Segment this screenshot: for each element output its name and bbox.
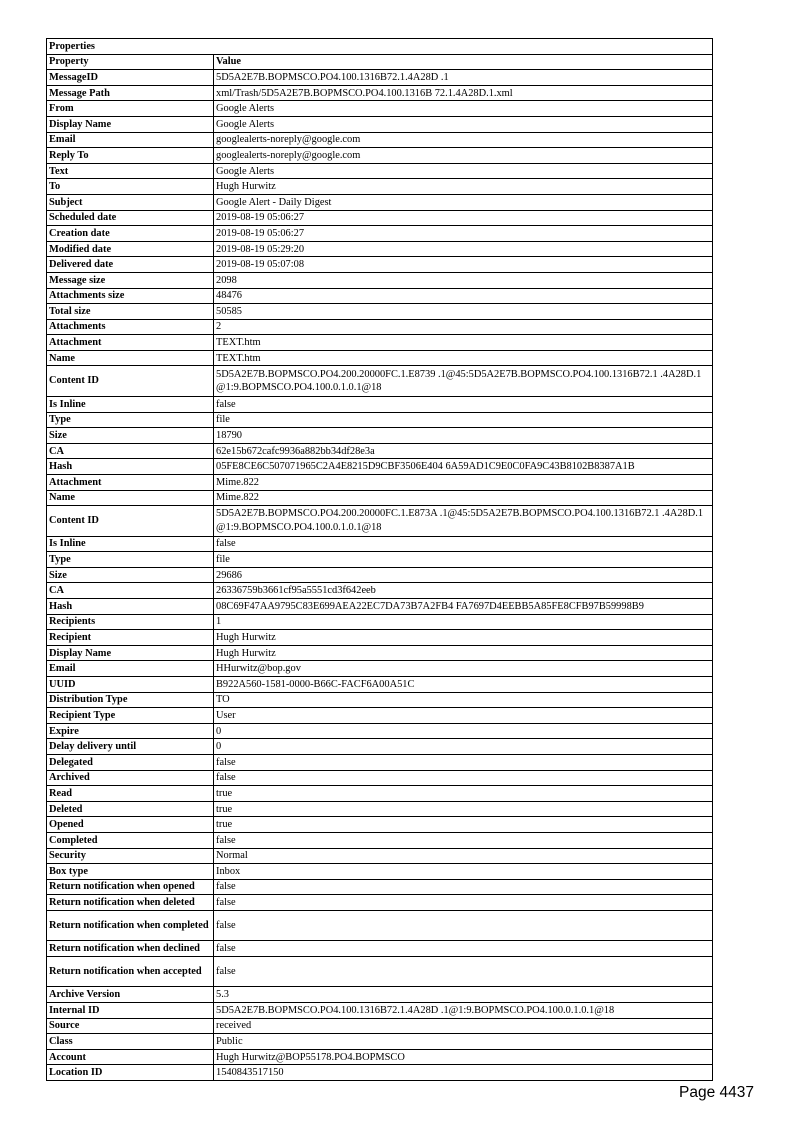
property-name: Email: [47, 132, 214, 148]
property-name: Is Inline: [47, 396, 214, 412]
property-name: Return notification when declined: [47, 941, 214, 957]
table-row: [47, 396, 713, 412]
property-value: 2019-08-19 05:06:27: [214, 210, 713, 226]
property-value: Inbox: [214, 864, 713, 880]
property-value: 05FE8CE6C507071965C2A4E8215D9CBF3506E404 6A59AD1C9E0C0FA9C43B8102B8387A1B: [214, 459, 713, 475]
property-name: Return notification when completed: [47, 910, 214, 941]
table-row: [47, 879, 713, 895]
property-value: false: [214, 396, 713, 412]
property-value: false: [214, 910, 713, 941]
table-row: [47, 1049, 713, 1065]
property-value: 50585: [214, 304, 713, 320]
property-value: 1: [214, 614, 713, 630]
table-row: [47, 474, 713, 490]
property-value: 62e15b672cafc9936a882bb34df28e3a: [214, 443, 713, 459]
table-row: [47, 770, 713, 786]
property-value: 2098: [214, 272, 713, 288]
property-name: Attachment: [47, 474, 214, 490]
table-row: [47, 895, 713, 911]
table-row: [47, 583, 713, 599]
property-name: Class: [47, 1034, 214, 1050]
property-name: Size: [47, 428, 214, 444]
table-row: [47, 70, 713, 86]
property-name: Recipients: [47, 614, 214, 630]
property-value: false: [214, 754, 713, 770]
property-value: 5D5A2E7B.BOPMSCO.PO4.200.20000FC.1.E873A .1@45:5D5A2E7B.BOPMSCO.PO4.100.1316B72.1 .4A28D.1@1:9.BOPMSCO.PO4.100.0.1.0.1@18: [214, 506, 713, 537]
property-name: Total size: [47, 304, 214, 320]
property-value: 29686: [214, 567, 713, 583]
table-row: [47, 179, 713, 195]
property-name: Recipient Type: [47, 708, 214, 724]
property-name: Delegated: [47, 754, 214, 770]
table-row: [47, 864, 713, 880]
property-name: Delivered date: [47, 257, 214, 273]
property-name: Size: [47, 567, 214, 583]
property-value: 2019-08-19 05:29:20: [214, 241, 713, 257]
property-value: Hugh Hurwitz: [214, 645, 713, 661]
property-name: Email: [47, 661, 214, 677]
table-row: [47, 163, 713, 179]
property-value: Google Alerts: [214, 101, 713, 117]
property-name: Attachments size: [47, 288, 214, 304]
property-value: googlealerts-noreply@google.com: [214, 148, 713, 164]
property-value: TO: [214, 692, 713, 708]
table-row: [47, 350, 713, 366]
property-value: 2: [214, 319, 713, 335]
table-row: [47, 987, 713, 1003]
property-name: Content ID: [47, 506, 214, 537]
column-header-property: Property: [47, 54, 214, 70]
property-value: false: [214, 879, 713, 895]
property-value: file: [214, 552, 713, 568]
property-value: received: [214, 1018, 713, 1034]
table-row: [47, 226, 713, 242]
property-value: Google Alerts: [214, 116, 713, 132]
property-value: HHurwitz@bop.gov: [214, 661, 713, 677]
property-value: Hugh Hurwitz: [214, 630, 713, 646]
table-row: [47, 536, 713, 552]
property-value: 5D5A2E7B.BOPMSCO.PO4.100.1316B72.1.4A28D .1: [214, 70, 713, 86]
table-row: [47, 723, 713, 739]
property-value: Public: [214, 1034, 713, 1050]
property-value: true: [214, 817, 713, 833]
property-name: Name: [47, 350, 214, 366]
table-row: [47, 335, 713, 351]
table-row: [47, 1065, 713, 1081]
property-value: 1540843517150: [214, 1065, 713, 1081]
table-row: [47, 567, 713, 583]
property-name: Hash: [47, 599, 214, 615]
property-name: Display Name: [47, 645, 214, 661]
property-value: Mime.822: [214, 474, 713, 490]
property-value: User: [214, 708, 713, 724]
table-row: [47, 257, 713, 273]
property-name: From: [47, 101, 214, 117]
table-row: [47, 739, 713, 755]
property-value: B922A560-1581-0000-B66C-FACF6A00A51C: [214, 676, 713, 692]
table-row: [47, 692, 713, 708]
table-row: [47, 101, 713, 117]
property-name: CA: [47, 583, 214, 599]
table-row: [47, 241, 713, 257]
property-name: Attachment: [47, 335, 214, 351]
property-value: Hugh Hurwitz@BOP55178.PO4.BOPMSCO: [214, 1049, 713, 1065]
property-name: Return notification when deleted: [47, 895, 214, 911]
table-row: [47, 443, 713, 459]
properties-table: [46, 38, 713, 1081]
table-row: [47, 210, 713, 226]
table-row: [47, 1003, 713, 1019]
table-row: [47, 956, 713, 987]
property-name: Text: [47, 163, 214, 179]
table-header-row: [47, 54, 713, 70]
table-row: [47, 801, 713, 817]
property-value: false: [214, 941, 713, 957]
property-name: Internal ID: [47, 1003, 214, 1019]
table-row: [47, 459, 713, 475]
table-row: [47, 132, 713, 148]
property-value: 5.3: [214, 987, 713, 1003]
property-value: 5D5A2E7B.BOPMSCO.PO4.100.1316B72.1.4A28D .1@1:9.BOPMSCO.PO4.100.0.1.0.1@18: [214, 1003, 713, 1019]
table-row: [47, 676, 713, 692]
property-value: Google Alerts: [214, 163, 713, 179]
property-name: Account: [47, 1049, 214, 1065]
table-row: [47, 817, 713, 833]
property-name: Display Name: [47, 116, 214, 132]
table-row: [47, 614, 713, 630]
table-row: [47, 848, 713, 864]
table-row: [47, 941, 713, 957]
property-value: false: [214, 895, 713, 911]
property-value: TEXT.htm: [214, 350, 713, 366]
table-row: [47, 754, 713, 770]
property-name: Read: [47, 786, 214, 802]
table-row: [47, 832, 713, 848]
property-value: true: [214, 786, 713, 802]
page-number: Page 4437: [679, 1084, 754, 1101]
property-value: false: [214, 536, 713, 552]
table-row: [47, 708, 713, 724]
property-value: Mime.822: [214, 490, 713, 506]
property-value: xml/Trash/5D5A2E7B.BOPMSCO.PO4.100.1316B 72.1.4A28D.1.xml: [214, 85, 713, 101]
table-row: [47, 599, 713, 615]
table-row: [47, 85, 713, 101]
property-name: Security: [47, 848, 214, 864]
property-value: googlealerts-noreply@google.com: [214, 132, 713, 148]
property-name: Deleted: [47, 801, 214, 817]
property-name: Location ID: [47, 1065, 214, 1081]
property-value: false: [214, 832, 713, 848]
property-name: Return notification when accepted: [47, 956, 214, 987]
table-row: [47, 116, 713, 132]
property-name: To: [47, 179, 214, 195]
property-value: true: [214, 801, 713, 817]
property-name: Scheduled date: [47, 210, 214, 226]
property-value: false: [214, 770, 713, 786]
property-name: MessageID: [47, 70, 214, 86]
property-name: UUID: [47, 676, 214, 692]
table-row: [47, 288, 713, 304]
table-row: [47, 194, 713, 210]
property-name: Type: [47, 412, 214, 428]
table-row: [47, 304, 713, 320]
table-row: [47, 552, 713, 568]
property-name: Source: [47, 1018, 214, 1034]
property-name: Completed: [47, 832, 214, 848]
table-row: [47, 366, 713, 397]
property-name: Box type: [47, 864, 214, 880]
table-row: [47, 1018, 713, 1034]
table-row: [47, 630, 713, 646]
column-header-value: Value: [214, 54, 713, 70]
property-name: Name: [47, 490, 214, 506]
property-name: Hash: [47, 459, 214, 475]
property-name: Message Path: [47, 85, 214, 101]
property-value: 08C69F47AA9795C83E699AEA22EC7DA73B7A2FB4 FA7697D4EEBB5A85FE8CFB97B59998B9: [214, 599, 713, 615]
property-value: Google Alert - Daily Digest: [214, 194, 713, 210]
table-row: [47, 428, 713, 444]
property-name: Return notification when opened: [47, 879, 214, 895]
property-value: 0: [214, 739, 713, 755]
property-name: Distribution Type: [47, 692, 214, 708]
property-value: false: [214, 956, 713, 987]
property-name: Creation date: [47, 226, 214, 242]
property-value: 2019-08-19 05:06:27: [214, 226, 713, 242]
property-name: Type: [47, 552, 214, 568]
property-name: Expire: [47, 723, 214, 739]
table-row: [47, 148, 713, 164]
property-name: Delay delivery until: [47, 739, 214, 755]
property-name: Attachments: [47, 319, 214, 335]
table-row: [47, 490, 713, 506]
table-row: [47, 786, 713, 802]
table-row: [47, 412, 713, 428]
property-value: Hugh Hurwitz: [214, 179, 713, 195]
table-title-row: [47, 39, 713, 55]
property-name: CA: [47, 443, 214, 459]
property-value: 5D5A2E7B.BOPMSCO.PO4.200.20000FC.1.E8739 .1@45:5D5A2E7B.BOPMSCO.PO4.100.1316B72.1 .4A28D.1@1:9.BOPMSCO.PO4.100.0.1.0.1@18: [214, 366, 713, 397]
property-name: Message size: [47, 272, 214, 288]
property-value: Normal: [214, 848, 713, 864]
table-row: [47, 1034, 713, 1050]
table-title: Properties: [47, 39, 713, 55]
property-value: 48476: [214, 288, 713, 304]
table-row: [47, 272, 713, 288]
property-value: TEXT.htm: [214, 335, 713, 351]
property-name: Recipient: [47, 630, 214, 646]
table-row: [47, 506, 713, 537]
property-value: 18790: [214, 428, 713, 444]
property-name: Content ID: [47, 366, 214, 397]
property-name: Subject: [47, 194, 214, 210]
property-value: 26336759b3661cf95a5551cd3f642eeb: [214, 583, 713, 599]
property-name: Is Inline: [47, 536, 214, 552]
table-row: [47, 910, 713, 941]
property-value: 2019-08-19 05:07:08: [214, 257, 713, 273]
property-name: Modified date: [47, 241, 214, 257]
property-value: 0: [214, 723, 713, 739]
table-row: [47, 645, 713, 661]
property-name: Opened: [47, 817, 214, 833]
table-row: [47, 319, 713, 335]
property-value: file: [214, 412, 713, 428]
table-row: [47, 661, 713, 677]
property-name: Reply To: [47, 148, 214, 164]
property-name: Archived: [47, 770, 214, 786]
property-name: Archive Version: [47, 987, 214, 1003]
